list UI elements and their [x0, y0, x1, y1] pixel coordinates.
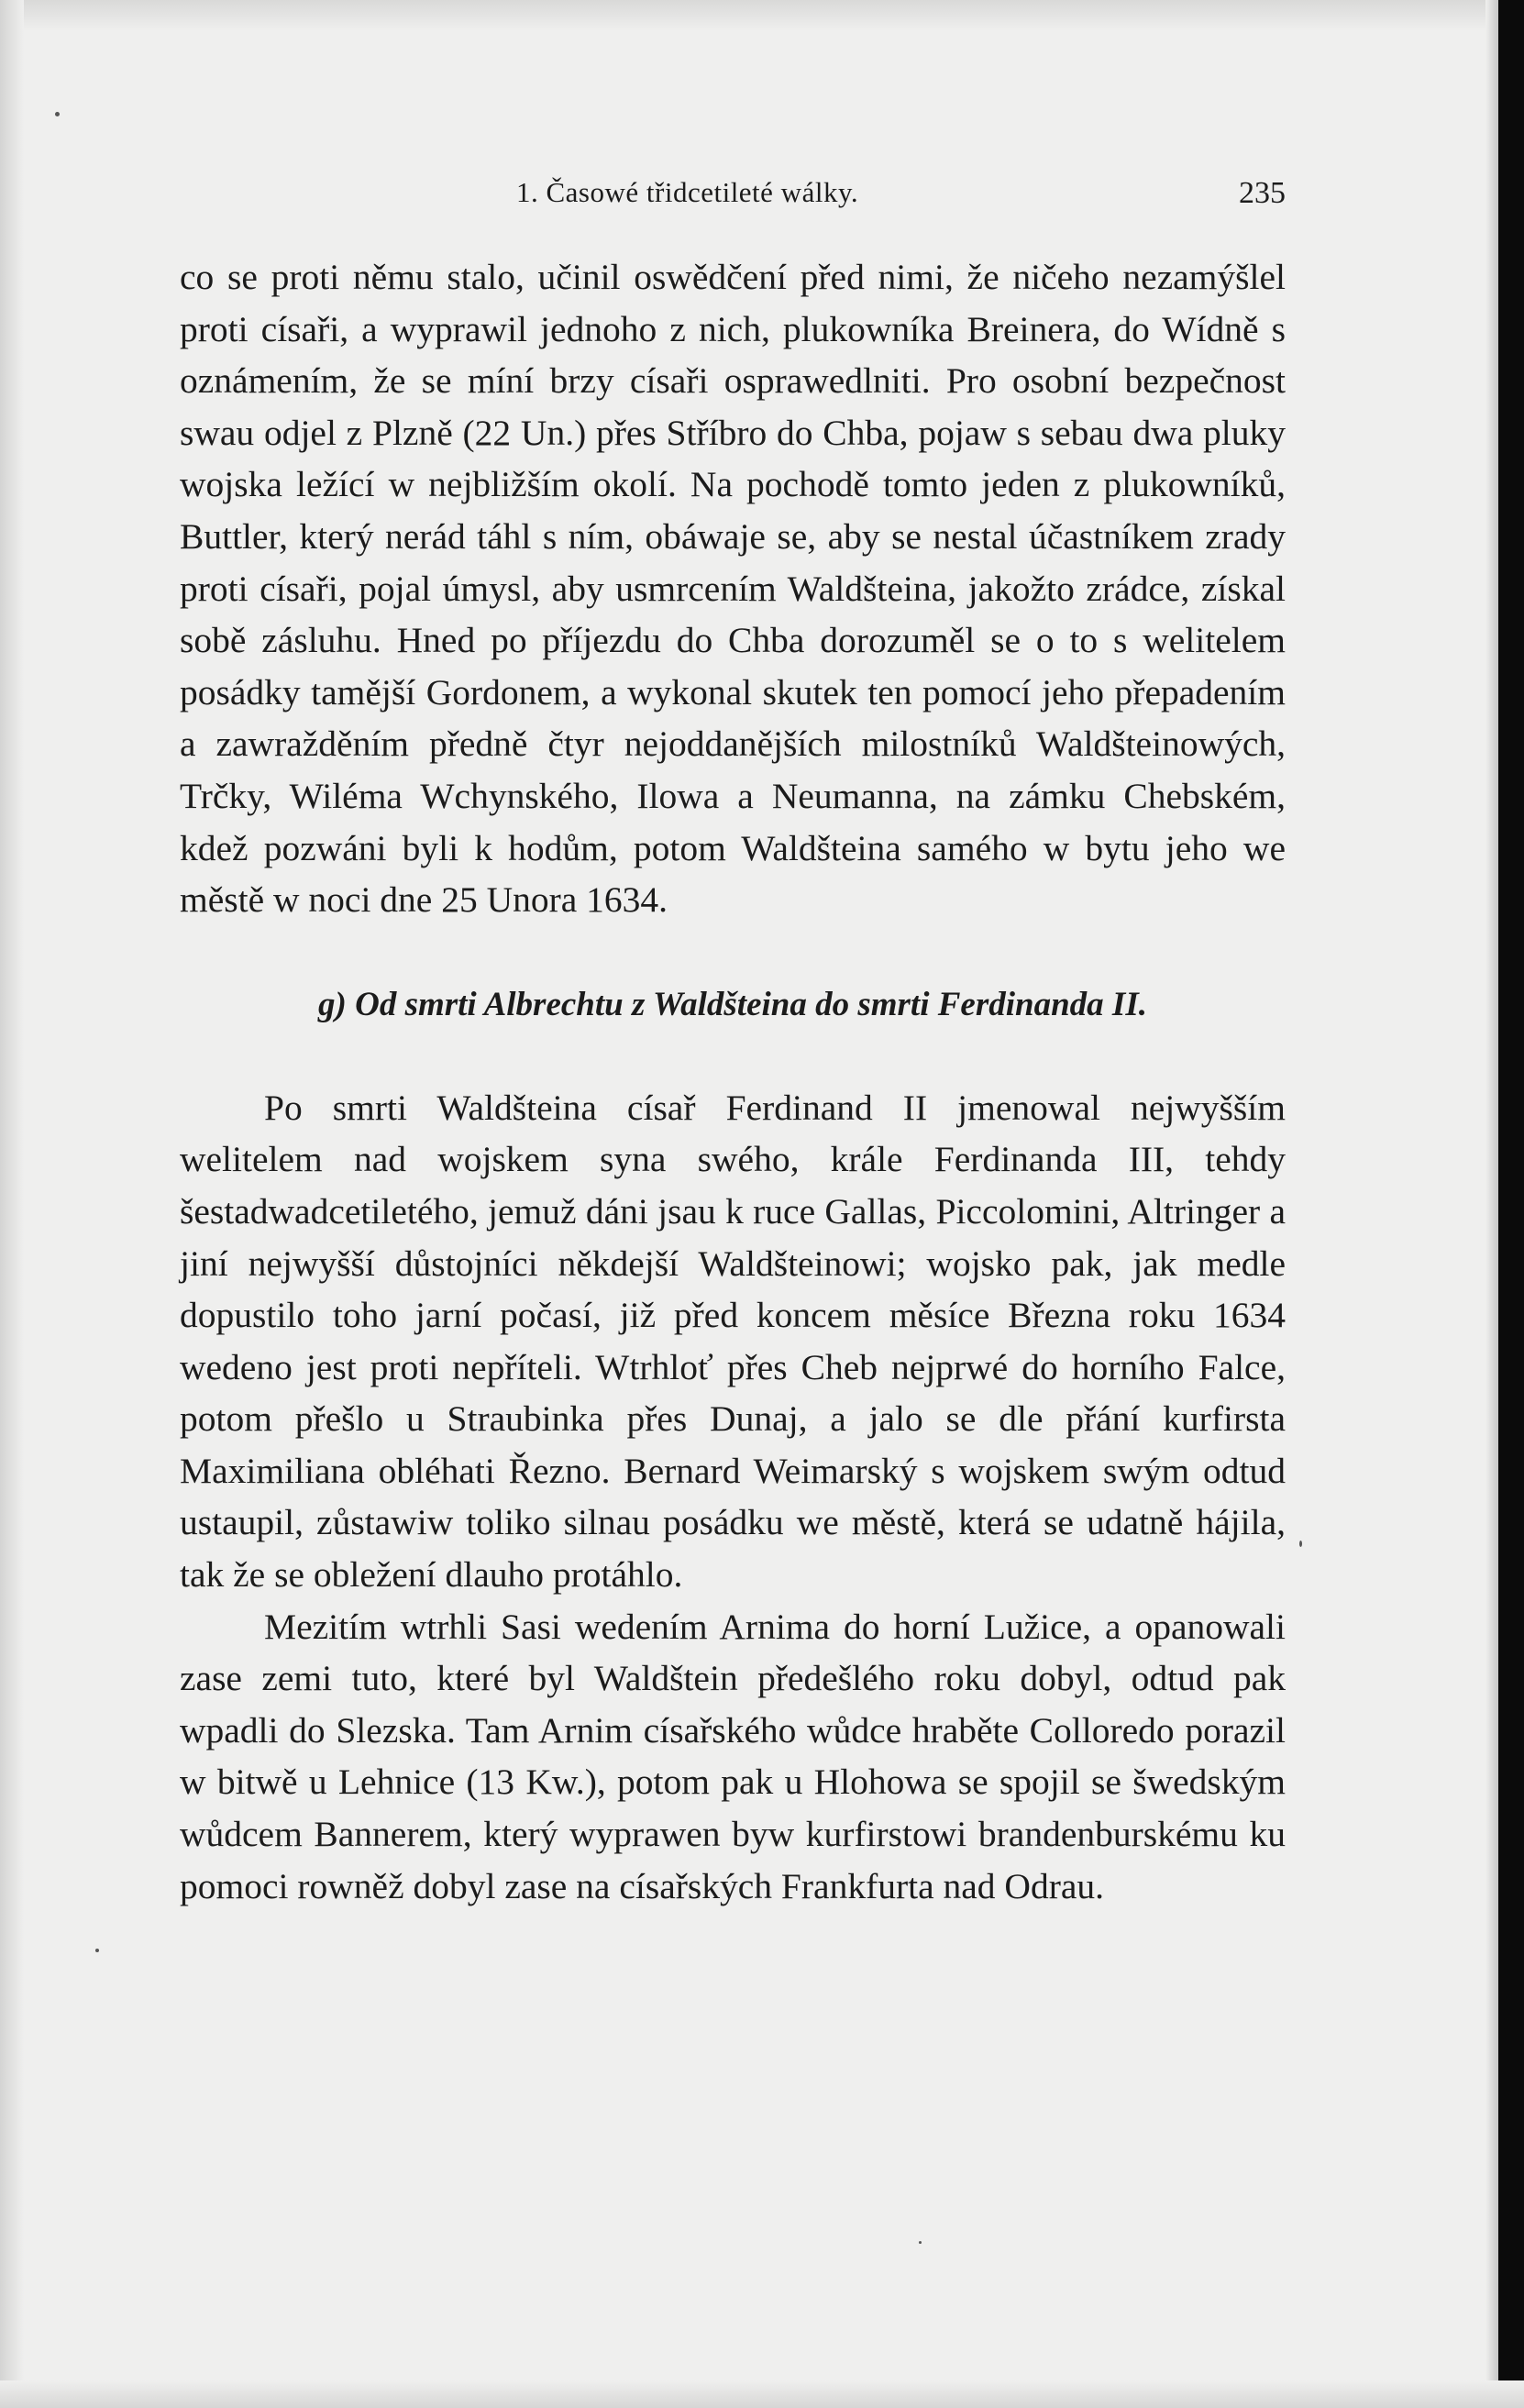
paragraph: Mezitím wtrhli Sasi wedením Arnima do horní Lužice, a opanowali zase zemi tuto, které byl Waldštein předešlého roku dobyl, odtud pak wpadli do Slezska. Tam Arnim císařského wůdce hraběte Colloredo porazil w bitwě u Lehnice (13 Kw.), potom pak u Hlohowa se spojil se šwedským wůdcem Bannerem, který wyprawen byw kurfirstowi brandenburskému ku pomoci rowněž dobyl zase na císařských Frankfurta nad Odrau.: [180, 1606, 1286, 1906]
book-page: [180, 172, 1286, 1912]
scan-bottom-edge: [0, 2380, 1524, 2408]
dust-speck: [55, 112, 60, 116]
scan-left-edge: [0, 0, 24, 2408]
dust-speck: [919, 2241, 922, 2244]
scan-top-edge: [0, 0, 1524, 31]
running-head: [180, 172, 1286, 220]
paragraph-continued: co se proti němu stalo, učinil oswědčení před nimi, že ničeho nezamýšlel proti císaři, a wyprawil jednoho z nich, plukowníka Breinera, do Wídně s oznámením, že se míní brzy císaři osprawedlniti. Pro osobní bezpečnost swau odjel z Plzně (22 Un.) přes Stříbro do Chba, pojaw s sebau dwa pluky wojska ležící w nejbližším okolí. Na pochodě tomto jeden z plukowníků, Buttler, který nerád táhl s ním, obáwaje se, aby se nestal účastníkem zrady proti císaři, pojal úmysl, aby usmrcením Waldšteina, jakožto zrádce, získal sobě zásluhu. Hned po příjezdu do Chba dorozuměl se o to s welitelem posádky tamější Gordonem, a wykonal skutek ten pomocí jeho přepadením a zawražděním předně čtyr nejoddanějších milostníků Waldšteinowých, Trčky, Wiléma Wchynského, Ilowa a Neumanna, na zámku Chebském, kdež pozwáni byli k hodům, potom Waldšteina samého w bytu jeho we městě w noci dne 25 Unora 1634.: [180, 257, 1286, 921]
dust-speck: [95, 1949, 99, 1952]
page-number: 235: [1239, 176, 1286, 210]
section-heading: g) Od smrti Albrechtu z Waldšteina do smrti Ferdinanda II.: [318, 985, 1147, 1023]
running-title: 1. Časowé třidcetileté wálky.: [516, 176, 859, 208]
scan-right-border: [1498, 0, 1524, 2408]
scan-right-shadow: [1485, 0, 1498, 2408]
dust-speck: [1299, 1541, 1302, 1547]
paragraph: Po smrti Waldšteina císař Ferdinand II jmenowal nejwyšším welitelem nad wojskem syna swého, krále Ferdinanda III, tehdy šestadwadcetiletého, jemuž dáni jsau k ruce Gallas, Piccolomini, Altringer a jiní nejwyšší důstojníci někdejší Waldšteinowi; wojsko pak, jak medle dopustilo toho jarní počasí, již před koncem měsíce Března roku 1634 wedeno jest proti nepříteli. Wtrhloť přes Cheb nejprwé do horního Falce, potom přešlo u Straubinka přes Dunaj, a jalo se dle přání kurfirsta Maximiliana obléhati Řezno. Bernard Weimarský s wojskem swým odtud ustaupil, zůstawiw toliko silnau posádku we městě, která se udatně hájila, tak že se obležení dlauho protáhlo.: [180, 1087, 1286, 1596]
